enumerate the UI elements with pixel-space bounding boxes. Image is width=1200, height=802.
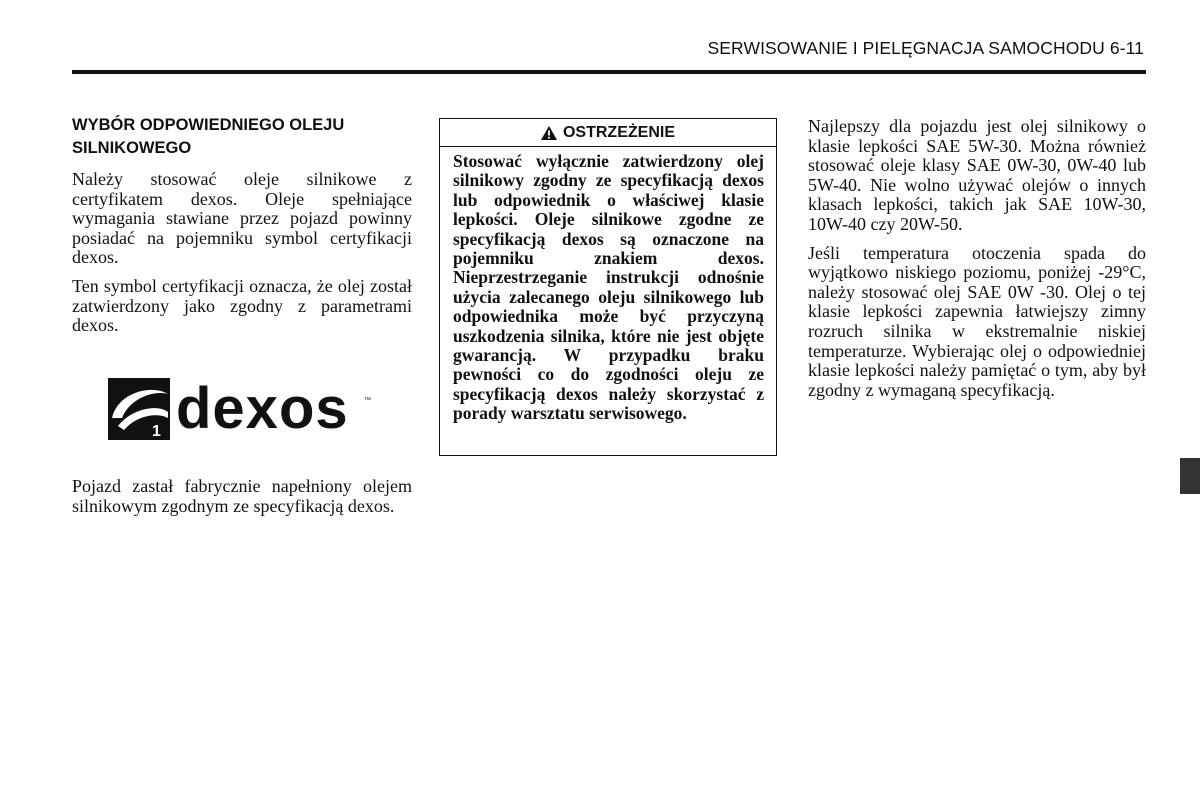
left-column	[72, 114, 412, 345]
paragraph-symbol-meaning: Ten symbol certyfikacji oznacza, że olej został zatwierdzony jako zgodny z parametrami dexos.	[72, 275, 412, 336]
warning-box	[439, 118, 777, 456]
svg-text:™: ™	[364, 397, 371, 404]
warning-triangle-icon	[541, 126, 557, 140]
paragraph-viscosity: Najlepszy dla pojazdu jest olej silnikowy o klasie lepkości SAE 5W-30. Można również stosować oleje klasy SAE 0W-30, 0W-40 lub 5W-40. Nie wolno używać olejów o innych klasach lepkości, takich jak SAE 10W-30, 10W-40 czy 20W-50.	[808, 116, 1146, 234]
left-column-bottom	[72, 477, 412, 525]
warning-header	[440, 119, 776, 147]
svg-text:dexos: dexos	[176, 378, 349, 440]
dexos-logo	[108, 378, 378, 440]
paragraph-factory-fill: Pojazd zastał fabrycznie napełniony olejem silnikowym zgodnym ze specyfikacją dexos.	[72, 476, 412, 516]
warning-title: OSTRZEŻENIE	[562, 123, 675, 141]
right-column	[808, 117, 1146, 409]
svg-text:1: 1	[152, 423, 161, 440]
section-thumb-tab	[1180, 458, 1200, 494]
header-divider	[72, 70, 1146, 74]
paragraph-certificate: Należy stosować oleje silnikowe z certyfikatem dexos. Oleje spełniające wymagania stawiane przez pojazd powinny posiadać na pojemniku symbol certyfikacji dexos.	[72, 169, 412, 268]
section-title: WYBÓR ODPOWIEDNIEGO OLEJU SILNIKOWEGO	[72, 116, 345, 157]
warning-body: Stosować wyłącznie zatwierdzony olej silnikowy zgodny ze specyfikacją dexos lub odpowiednik o właściwej klasie lepkości. Oleje silnikowe zgodne ze specyfikacją dexos są oznaczone na pojemniku znakiem dexos. Nieprzestrzeganie instrukcji odnośnie użycia zalecanego oleju silnikowego lub odpowiednika może być przyczyną uszkodzenia silnika, które nie jest objęte gwarancją. W przypadku braku pewności co do zgodności oleju ze specyfikacją dexos należy skorzystać z porady warsztatu serwisowego.	[453, 151, 764, 424]
running-header: SERWISOWANIE I PIELĘGNACJA SAMOCHODU 6-11	[707, 38, 1144, 58]
paragraph-low-temperature: Jeśli temperatura otoczenia spada do wyjątkowo niskiego poziomu, poniżej -29°C, należy stosować olej SAE 0W -30. Olej o tej klasie lepkości zapewnia łatwiejszy zimny rozruch silnika w ekstremalnie niskiej temperaturze. Wybierając olej o odpowiedniej klasie lepkości należy pamiętać o tym, aby był zgodny z wymaganą specyfikacją.	[808, 242, 1146, 400]
